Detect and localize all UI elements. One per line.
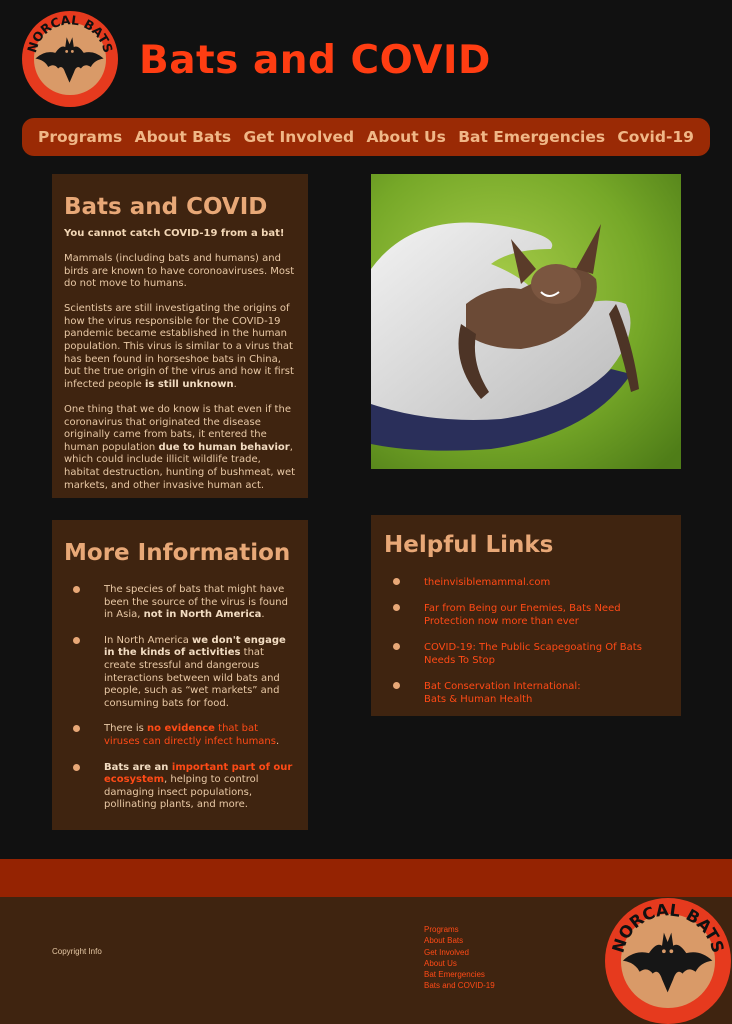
text: The species of bats that might have been the source of the virus is found in Asia, [104, 584, 288, 621]
svg-text:NORCAL BATS [608, 900, 727, 955]
list-item [424, 641, 668, 667]
page-title: Bats and COVID [139, 38, 491, 83]
list-item [424, 680, 668, 706]
footer-link-get-involved[interactable]: Get Involved [424, 947, 469, 957]
link-bats-need-protection[interactable]: Far from Being our Enemies, Bats Need Protection now more than ever [424, 603, 621, 627]
logo-text-ring [605, 898, 731, 1024]
text: . [233, 378, 237, 390]
footer-band [0, 859, 732, 897]
logo-text: NORCAL BATS [608, 900, 728, 955]
link-bat-conservation-international[interactable] [424, 681, 581, 705]
text: that create stressful and dangerous interactions between wild bats and people, such as “wet markets” and consuming bats for food. [104, 647, 280, 709]
link-line: Bat Conservation International: [424, 681, 581, 692]
inline-link[interactable]: that bat viruses can directly infect humans [104, 723, 276, 747]
footer-link-bat-emergencies[interactable]: Bat Emergencies [424, 970, 485, 980]
list-item [424, 602, 668, 628]
text: One thing that we do know is that even if the coronavirus that originated the disease originally came from bats, it entered the human population [64, 403, 291, 453]
logo-text-ring [22, 11, 118, 107]
footer-logo[interactable] [605, 898, 731, 1024]
link-public-scapegoating[interactable]: COVID-19: The Public Scapegoating Of Bats Needs To Stop [424, 642, 642, 666]
more-information-card [52, 520, 308, 830]
list-item [104, 762, 296, 812]
covid-paragraph-2 [64, 303, 296, 391]
covid-paragraph-3 [64, 404, 296, 492]
list-item [424, 576, 668, 589]
text: In North America [104, 634, 193, 646]
covid-info-card [52, 174, 308, 498]
nav-item-programs[interactable]: Programs [38, 128, 123, 146]
covid-paragraph-1: Mammals (including bats and humans) and birds are known to have coronoaviruses. Most do not move to humans. [64, 253, 295, 290]
footer-link-about-us[interactable]: About Us [424, 958, 457, 968]
text: , helping to control damaging insect populations, pollinating plants, and more. [104, 774, 259, 811]
covid-card-title: Bats and COVID [64, 194, 268, 220]
emphasis-text: not in North America [143, 609, 262, 621]
copyright-text: Copyright Info [52, 947, 102, 956]
link-line: Bats & Human Health [424, 694, 533, 705]
nav-item-covid-19[interactable]: Covid-19 [617, 128, 694, 146]
nav-item-about-us[interactable]: About Us [366, 128, 446, 146]
svg-text:NORCAL BATS [24, 12, 116, 54]
emphasis-text: we don't engage in the kinds of activities [104, 634, 286, 659]
text: There is [104, 723, 147, 735]
nav-item-about-bats[interactable]: About Bats [134, 128, 232, 146]
text: Scientists are still investigating the origins of how the virus responsible for the COVID-19 pandemic became established in the human population. This virus is similar to a virus that has been found in horseshoe bats in China, but the true origin of the virus and how it first infected people [64, 303, 294, 390]
footer-link-programs[interactable]: Programs [424, 925, 459, 934]
footer-link-bats-and-covid[interactable]: Bats and COVID-19 [424, 981, 495, 991]
emphasis-text: due to human behavior [158, 441, 290, 453]
helpful-links-title: Helpful Links [384, 532, 554, 558]
main-nav [22, 118, 710, 156]
more-info-list [64, 584, 296, 812]
text: , which could include illicit wildlife trade, habitat destruction, hunting of bushmeat, wet markets, and other invasive human act. [64, 441, 296, 491]
site-logo[interactable] [22, 11, 118, 107]
text: . [261, 609, 265, 621]
nav-item-bat-emergencies[interactable]: Bat Emergencies [458, 128, 606, 146]
bat-in-gloved-hand-image [371, 174, 681, 469]
nav-item-get-involved[interactable]: Get Involved [243, 128, 355, 146]
covid-card-lead: You cannot catch COVID-19 from a bat! [64, 228, 285, 239]
link-invisible-mammal[interactable]: theinvisiblemammal.com [424, 577, 551, 588]
footer-nav [424, 924, 495, 992]
text: . [275, 735, 280, 747]
list-item [104, 584, 296, 622]
footer-link-about-bats[interactable]: About Bats [424, 936, 464, 946]
emphasis-text: is still unknown [144, 378, 234, 390]
logo-text: NORCAL BATS [24, 12, 116, 55]
more-info-title: More Information [64, 540, 291, 566]
bat-photo [371, 174, 681, 469]
helpful-links-list [384, 576, 668, 706]
highlight-link[interactable]: no evidence [147, 723, 215, 735]
emphasis-text: Bats are an [104, 761, 172, 773]
list-item [104, 635, 296, 711]
list-item [104, 723, 296, 748]
helpful-links-card [371, 515, 681, 716]
highlight-link[interactable]: important part of our ecosystem [104, 761, 293, 786]
